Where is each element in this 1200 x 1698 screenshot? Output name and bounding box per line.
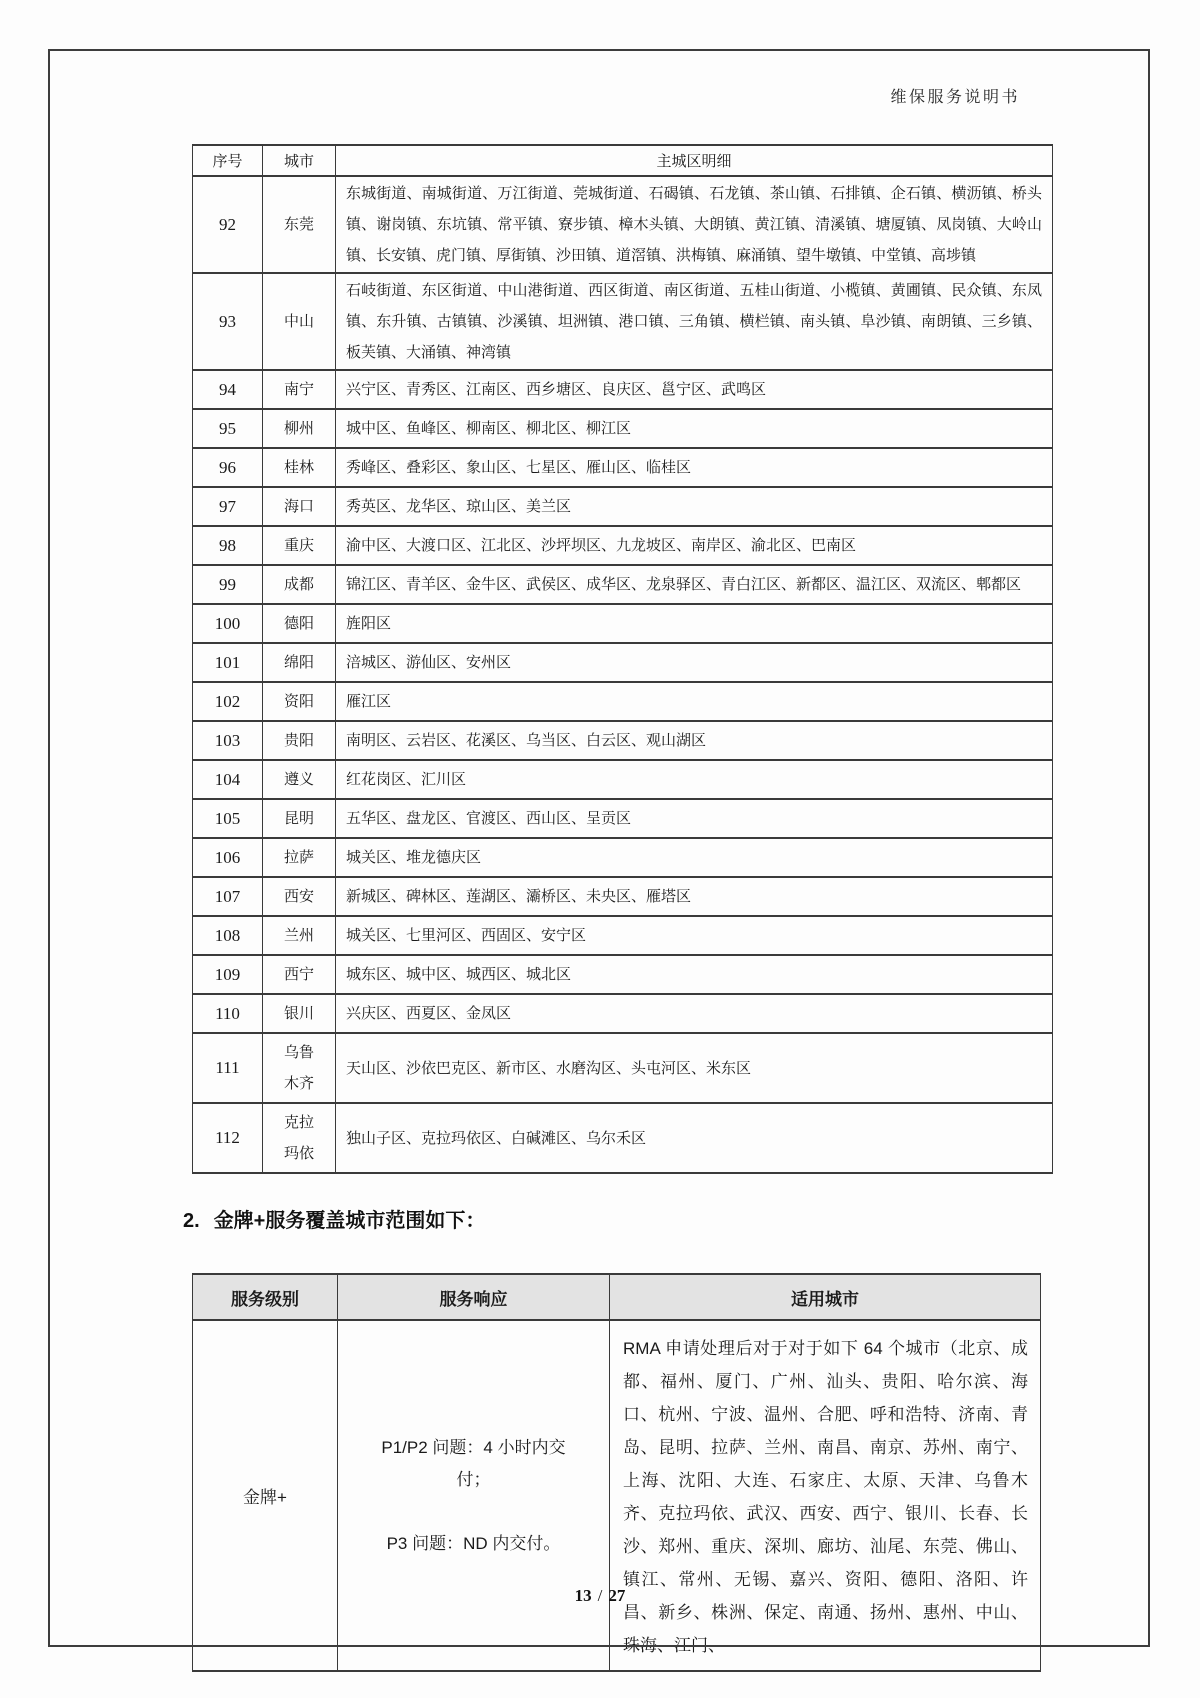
no-cell: 112 bbox=[193, 1103, 263, 1173]
page-separator: / bbox=[597, 1586, 603, 1605]
section-title: 金牌+服务覆盖城市范围如下： bbox=[213, 1210, 486, 1232]
detail-cell: 兴庆区、西夏区、金凤区 bbox=[336, 994, 1053, 1033]
no-cell: 111 bbox=[193, 1033, 263, 1103]
city-cell: 西宁 bbox=[263, 955, 336, 994]
city-cell: 银川 bbox=[263, 994, 336, 1033]
detail-cell: 新城区、碑林区、莲湖区、灞桥区、未央区、雁塔区 bbox=[336, 877, 1053, 916]
detail-cell: 城东区、城中区、城西区、城北区 bbox=[336, 955, 1053, 994]
city-cell: 资阳 bbox=[263, 682, 336, 721]
no-cell: 102 bbox=[193, 682, 263, 721]
city-cell: 贵阳 bbox=[263, 721, 336, 760]
detail-cell: 红花岗区、汇川区 bbox=[336, 760, 1053, 799]
page-total: 27 bbox=[608, 1586, 626, 1605]
city-cell: 兰州 bbox=[263, 916, 336, 955]
detail-cell: 城关区、七里河区、西固区、安宁区 bbox=[336, 916, 1053, 955]
no-cell: 92 bbox=[193, 176, 263, 273]
no-cell: 96 bbox=[193, 448, 263, 487]
city-cell: 柳州 bbox=[263, 409, 336, 448]
page-current: 13 bbox=[574, 1586, 592, 1605]
no-cell: 109 bbox=[193, 955, 263, 994]
detail-cell: 旌阳区 bbox=[336, 604, 1053, 643]
detail-cell: 城关区、堆龙德庆区 bbox=[336, 838, 1053, 877]
detail-cell: 涪城区、游仙区、安州区 bbox=[336, 643, 1053, 682]
response-p3: P3 问题：ND 内交付。 bbox=[386, 1533, 561, 1553]
city-cell: 乌鲁木齐 bbox=[263, 1033, 336, 1103]
no-cell: 94 bbox=[193, 370, 263, 409]
no-cell: 95 bbox=[193, 409, 263, 448]
col-header-applicable-cities: 适用城市 bbox=[610, 1274, 1041, 1320]
city-cell: 德阳 bbox=[263, 604, 336, 643]
detail-cell: 石岐街道、东区街道、中山港街道、西区街道、南区街道、五桂山街道、小榄镇、黄圃镇、民众镇、东凤镇、东升镇、古镇镇、沙溪镇、坦洲镇、港口镇、三角镇、横栏镇、南头镇、阜沙镇、南朗镇、三乡镇、板芙镇、大涌镇、神湾镇 bbox=[336, 273, 1053, 370]
city-cell: 东莞 bbox=[263, 176, 336, 273]
city-cell: 克拉玛依 bbox=[263, 1103, 336, 1173]
detail-cell: 天山区、沙依巴克区、新市区、水磨沟区、头屯河区、米东区 bbox=[336, 1033, 1053, 1103]
no-cell: 97 bbox=[193, 487, 263, 526]
no-cell: 106 bbox=[193, 838, 263, 877]
no-cell: 100 bbox=[193, 604, 263, 643]
applicable-cities-cell: RMA 申请处理后对于对于如下 64 个城市（北京、成都、福州、厦门、广州、汕头、贵阳、哈尔滨、海口、杭州、宁波、温州、合肥、呼和浩特、济南、青岛、昆明、拉萨、兰州、南昌、南京、苏州、南宁、上海、沈阳、大连、石家庄、太原、天津、乌鲁木齐、克拉玛依、武汉、西安、西宁、银川、长春、长沙、郑州、重庆、深圳、廊坊、汕尾、东莞、佛山、镇江、常州、无锡、嘉兴、资阳、德阳、洛阳、许昌、新乡、株洲、保定、南通、扬州、惠州、中山、珠海、江门、 bbox=[610, 1320, 1041, 1671]
col-header-service-response: 服务响应 bbox=[338, 1274, 610, 1320]
city-cell: 南宁 bbox=[263, 370, 336, 409]
detail-cell: 秀英区、龙华区、琼山区、美兰区 bbox=[336, 487, 1053, 526]
detail-cell: 南明区、云岩区、花溪区、乌当区、白云区、观山湖区 bbox=[336, 721, 1053, 760]
no-cell: 93 bbox=[193, 273, 263, 370]
no-cell: 98 bbox=[193, 526, 263, 565]
col-header-service-level: 服务级别 bbox=[193, 1274, 338, 1320]
service-level-cell: 金牌+ bbox=[193, 1320, 338, 1671]
col-header-city: 城市 bbox=[263, 145, 336, 176]
detail-cell: 五华区、盘龙区、官渡区、西山区、呈贡区 bbox=[336, 799, 1053, 838]
detail-cell: 锦江区、青羊区、金牛区、武侯区、成华区、龙泉驿区、青白江区、新都区、温江区、双流区、郫都区 bbox=[336, 565, 1053, 604]
detail-cell: 兴宁区、青秀区、江南区、西乡塘区、良庆区、邕宁区、武鸣区 bbox=[336, 370, 1053, 409]
section-number: 2. bbox=[183, 1210, 200, 1232]
city-cell: 成都 bbox=[263, 565, 336, 604]
city-cell: 桂林 bbox=[263, 448, 336, 487]
no-cell: 108 bbox=[193, 916, 263, 955]
detail-cell: 城中区、鱼峰区、柳南区、柳北区、柳江区 bbox=[336, 409, 1053, 448]
col-header-no: 序号 bbox=[193, 145, 263, 176]
response-p1p2: P1/P2 问题：4 小时内交付； bbox=[381, 1437, 566, 1489]
no-cell: 99 bbox=[193, 565, 263, 604]
city-cell: 西安 bbox=[263, 877, 336, 916]
no-cell: 107 bbox=[193, 877, 263, 916]
detail-cell: 渝中区、大渡口区、江北区、沙坪坝区、九龙坡区、南岸区、渝北区、巴南区 bbox=[336, 526, 1053, 565]
page-number bbox=[0, 1586, 1200, 1606]
detail-cell: 秀峰区、叠彩区、象山区、七星区、雁山区、临桂区 bbox=[336, 448, 1053, 487]
detail-cell: 独山子区、克拉玛依区、白碱滩区、乌尔禾区 bbox=[336, 1103, 1053, 1173]
detail-cell: 雁江区 bbox=[336, 682, 1053, 721]
detail-cell: 东城街道、南城街道、万江街道、莞城街道、石碣镇、石龙镇、茶山镇、石排镇、企石镇、横沥镇、桥头镇、谢岗镇、东坑镇、常平镇、寮步镇、樟木头镇、大朗镇、黄江镇、清溪镇、塘厦镇、凤岗镇、大岭山镇、长安镇、虎门镇、厚街镇、沙田镇、道滘镇、洪梅镇、麻涌镇、望牛墩镇、中堂镇、高埗镇 bbox=[336, 176, 1053, 273]
city-cell: 昆明 bbox=[263, 799, 336, 838]
no-cell: 101 bbox=[193, 643, 263, 682]
no-cell: 105 bbox=[193, 799, 263, 838]
doc-title: 维保服务说明书 bbox=[890, 89, 1020, 106]
city-cell: 海口 bbox=[263, 487, 336, 526]
page-border bbox=[48, 49, 1150, 1647]
city-cell: 拉萨 bbox=[263, 838, 336, 877]
city-cell: 中山 bbox=[263, 273, 336, 370]
city-cell: 绵阳 bbox=[263, 643, 336, 682]
no-cell: 103 bbox=[193, 721, 263, 760]
city-cell: 遵义 bbox=[263, 760, 336, 799]
no-cell: 104 bbox=[193, 760, 263, 799]
no-cell: 110 bbox=[193, 994, 263, 1033]
city-cell: 重庆 bbox=[263, 526, 336, 565]
col-header-detail: 主城区明细 bbox=[336, 145, 1053, 176]
